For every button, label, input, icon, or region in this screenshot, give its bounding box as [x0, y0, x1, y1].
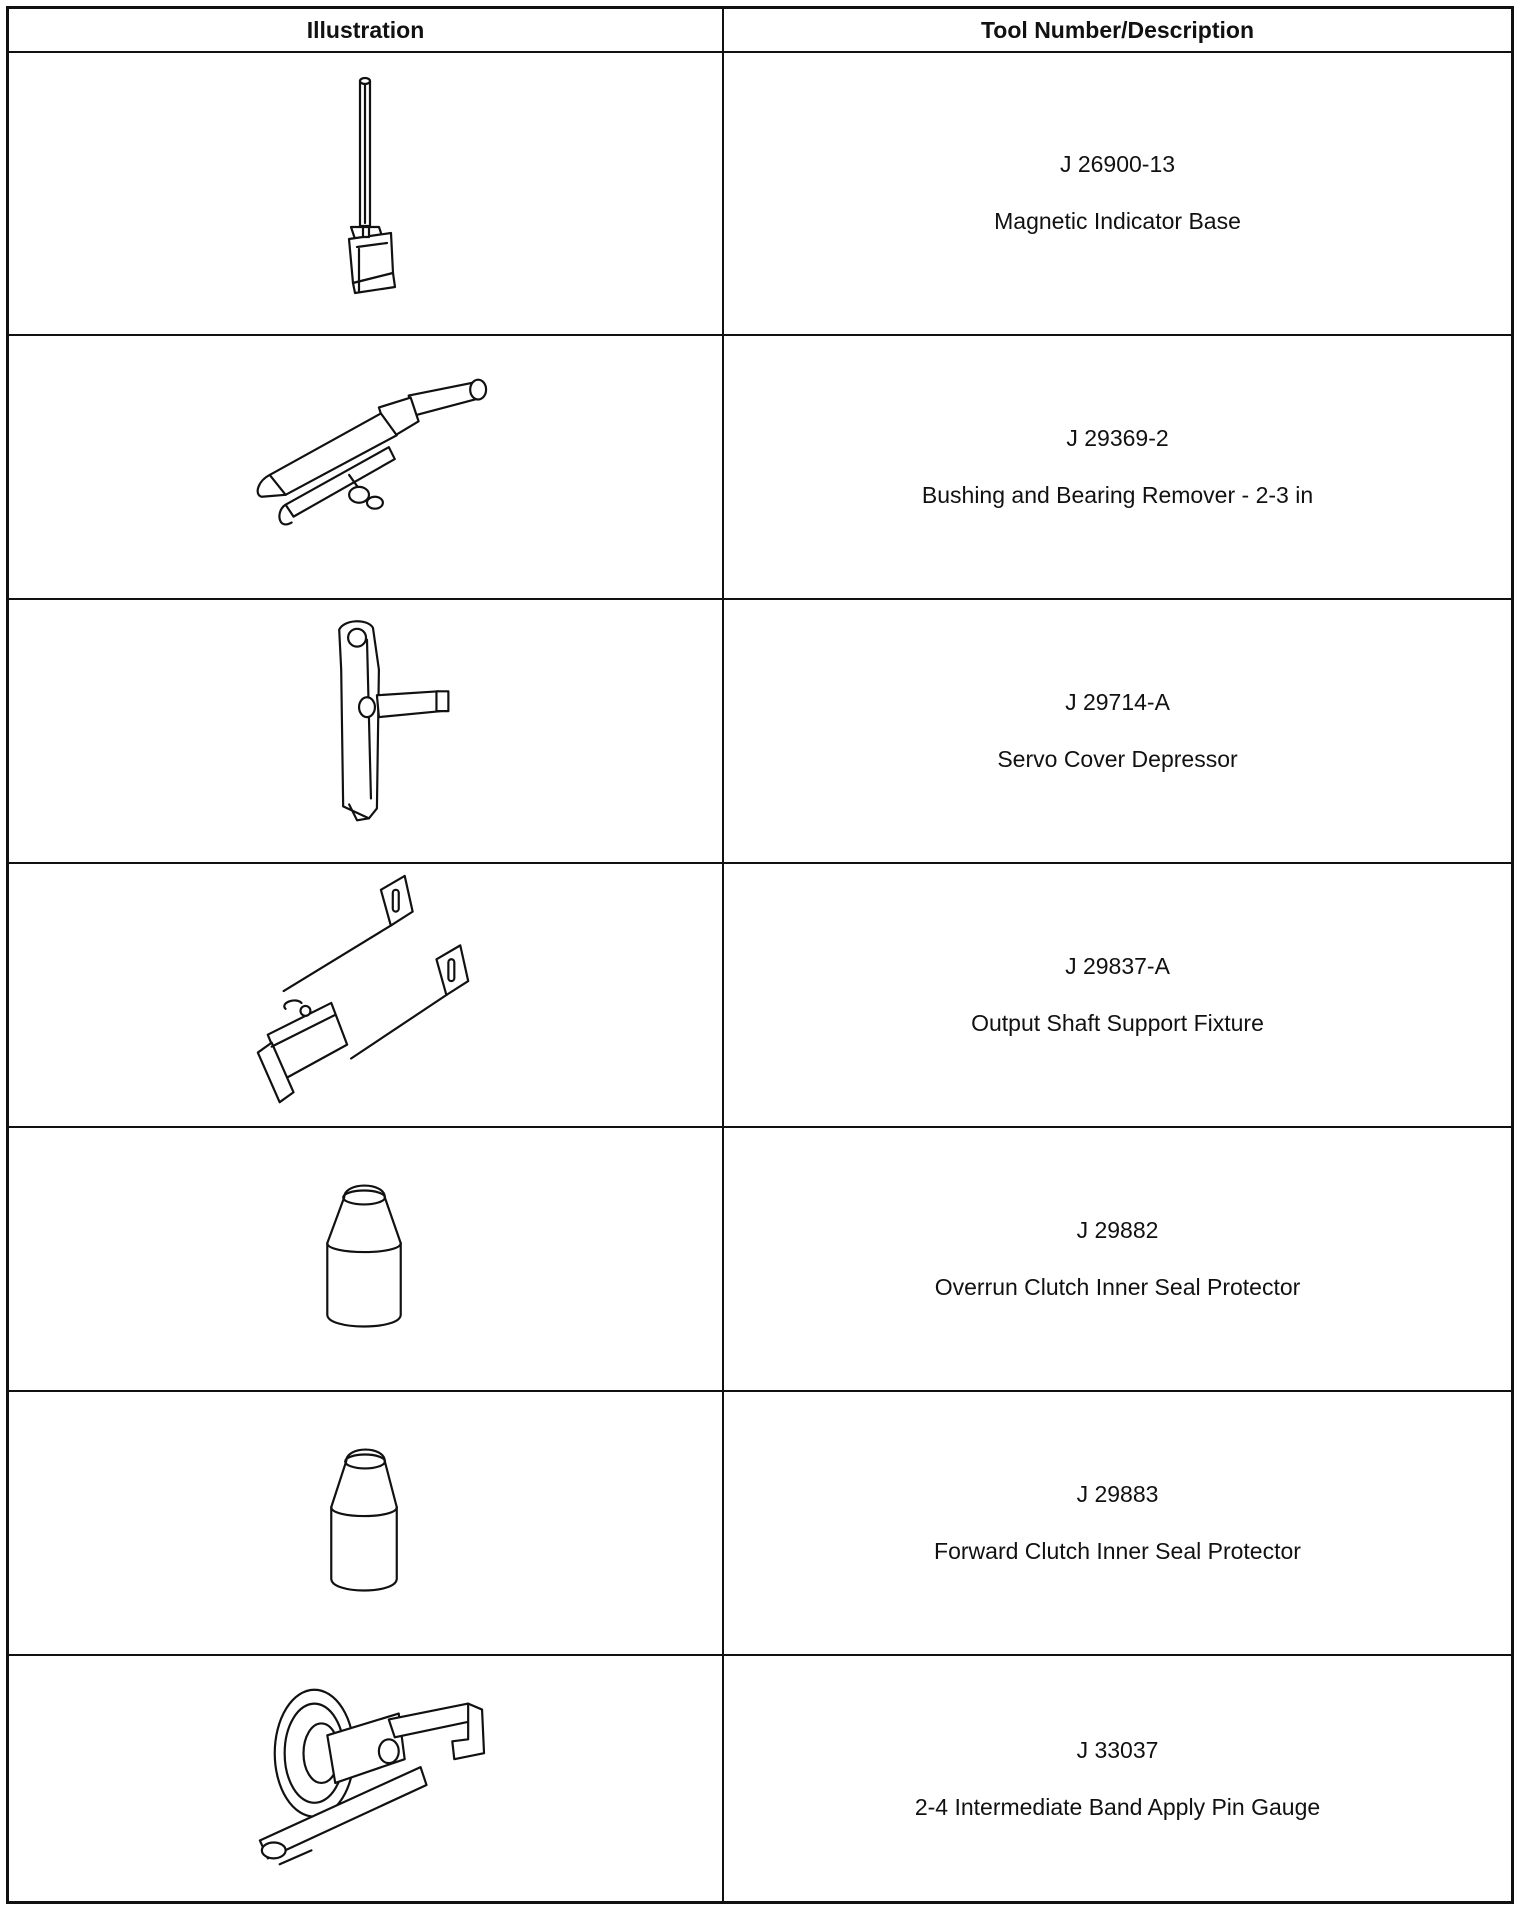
illustration-cell [9, 336, 722, 598]
seal-protector-icon [9, 1128, 722, 1390]
tool-description-cell [724, 51, 1511, 334]
illustration-cell [9, 1128, 722, 1390]
tool-description: Overrun Clutch Inner Seal Protector [934, 1274, 1301, 1300]
illustration-cell [9, 51, 722, 334]
tool-number: J 26900-13 [1059, 150, 1176, 177]
illustration-cell [9, 600, 722, 862]
tool-number: J 29883 [1076, 1481, 1159, 1507]
tool-description: Bushing and Bearing Remover - 2-3 in [921, 482, 1314, 508]
tool-description: Output Shaft Support Fixture [971, 1010, 1264, 1036]
tool-description-cell [724, 600, 1511, 862]
tool-number: J 29714-A [1065, 689, 1170, 715]
magnetic-indicator-base-icon [9, 51, 722, 334]
table-row [9, 334, 1511, 598]
tool-number: J 29837-A [1065, 953, 1170, 979]
header-illustration: Illustration [306, 17, 425, 43]
output-shaft-support-fixture-icon [9, 864, 722, 1126]
table-header [9, 9, 1511, 53]
tool-table [6, 6, 1514, 1904]
tool-number: J 33037 [1076, 1736, 1159, 1763]
header-tool-number-description: Tool Number/Description [980, 17, 1255, 43]
tool-description-cell [724, 1128, 1511, 1390]
tool-description: Magnetic Indicator Base [994, 207, 1241, 234]
table-row [9, 1654, 1511, 1901]
tool-description-cell [724, 1656, 1511, 1901]
band-apply-pin-gauge-icon [9, 1656, 722, 1901]
table-row [9, 598, 1511, 862]
table-row [9, 51, 1511, 334]
illustration-cell [9, 864, 722, 1126]
tool-description: 2-4 Intermediate Band Apply Pin Gauge [914, 1793, 1321, 1820]
table-row [9, 1126, 1511, 1390]
tool-description: Servo Cover Depressor [997, 746, 1238, 772]
table-row [9, 862, 1511, 1126]
tool-number: J 29882 [1076, 1217, 1159, 1243]
servo-cover-depressor-icon [9, 600, 722, 862]
table-row [9, 1390, 1511, 1654]
tool-number: J 29369-2 [1066, 425, 1169, 451]
tool-description-cell [724, 1392, 1511, 1654]
tool-description: Forward Clutch Inner Seal Protector [934, 1538, 1301, 1564]
tool-description-cell [724, 336, 1511, 598]
seal-protector-icon [9, 1392, 722, 1654]
bushing-bearing-remover-icon [9, 336, 722, 598]
illustration-cell [9, 1392, 722, 1654]
illustration-cell [9, 1656, 722, 1901]
tool-description-cell [724, 864, 1511, 1126]
